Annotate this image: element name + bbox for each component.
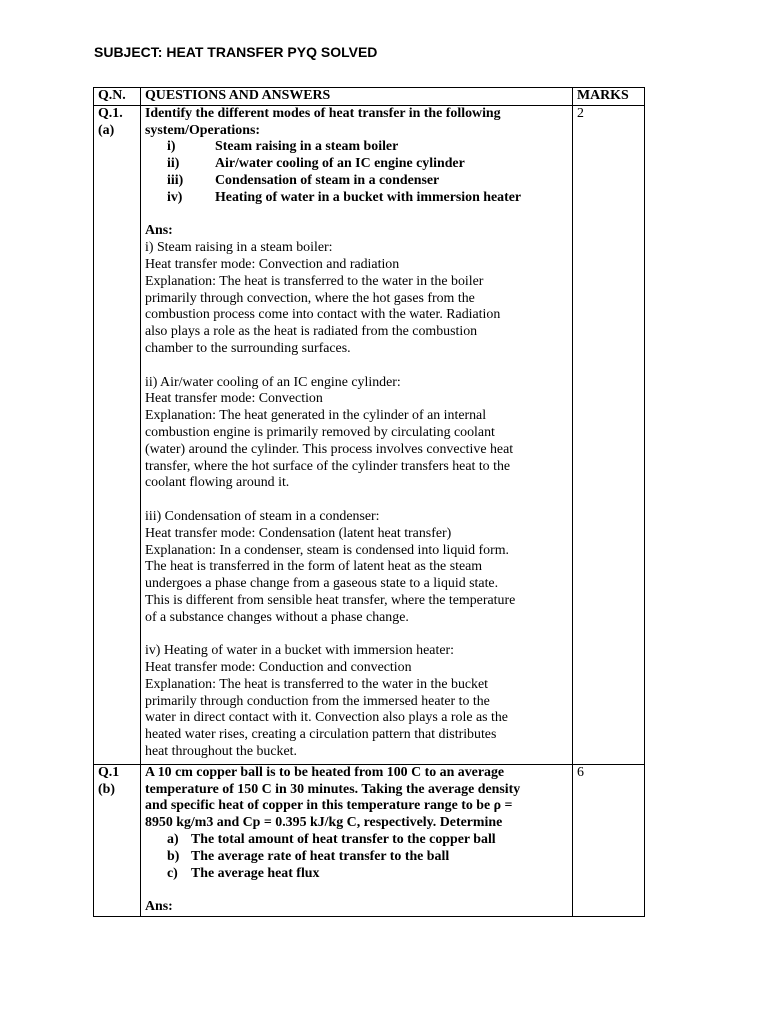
answer-line: Explanation: The heat is transferred to the water in the bucket [145,676,489,692]
header-qn: Q.N. [94,88,141,106]
q1b-question-line: temperature of 150 C in 30 minutes. Taking the average density [145,781,521,797]
answer-line: heat throughout the bucket. [145,744,297,760]
answer-line: primarily through conduction from the immersed heater to the [145,693,490,709]
q1a-content-cell [141,105,573,764]
q1a-list-item [145,156,568,173]
answer-line: also plays a role as the heat is radiated from the combustion [145,324,478,340]
q1b-question-line: 8950 kg/m3 and Cp = 0.395 kJ/kg C, respectively. Determine [145,815,503,831]
q1b-item-text: The total amount of heat transfer to the copper ball [191,831,496,847]
answer-line: of a substance changes without a phase change. [145,609,409,625]
qa-table [93,87,645,917]
q1b-part: (b) [98,781,115,797]
answer-line: (water) around the cylinder. This process involves convective heat [145,441,514,457]
q1b-item-letter: a) [167,831,179,847]
answer-line: Heat transfer mode: Condensation (latent heat transfer) [145,525,452,541]
q1b-question-line: and specific heat of copper in this temperature range to be ρ = [145,798,513,814]
q1b-number-cell [94,764,141,916]
q1b-number: Q.1 [98,764,120,780]
q1a-item-text: Steam raising in a steam boiler [215,139,399,155]
header-marks: MARKS [573,88,645,106]
answer-line: water in direct contact with it. Convection also plays a role as the [145,710,508,726]
q1a-item-text: Air/water cooling of an IC engine cylinder [215,156,465,172]
header-questions-answers: QUESTIONS AND ANSWERS [141,88,573,106]
table-header-row [94,88,645,106]
q1a-item-number: iii) [167,172,184,188]
q1a-item-text: Heating of water in a bucket with immersion heater [215,189,522,205]
q1b-item-letter: c) [167,865,178,881]
q1a-number: Q.1. [98,105,123,121]
answer-line: Explanation: The heat generated in the cylinder of an internal [145,408,487,424]
q1a-list-item [145,139,568,156]
answer-line: Heat transfer mode: Convection [145,391,323,407]
q1b-item-text: The average heat flux [191,865,320,881]
answer-line: Explanation: The heat is transferred to the water in the boiler [145,273,484,289]
q1a-question-line: Identify the different modes of heat transfer in the following [145,105,501,121]
answer-line: Heat transfer mode: Conduction and convection [145,660,412,676]
q1a-item-number: ii) [167,156,180,172]
q1b-list-item [145,849,568,866]
answer-line: ii) Air/water cooling of an IC engine cylinder: [145,374,401,390]
q1a-item-text: Condensation of steam in a condenser [215,172,440,188]
answer-line: primarily through convection, where the hot gases from the [145,290,475,306]
q1a-item-number: i) [167,139,176,155]
table-row-q1a [94,105,645,764]
answer-line: Explanation: In a condenser, steam is condensed into liquid form. [145,542,509,558]
q1a-ans-label: Ans: [145,223,173,239]
answer-line: This is different from sensible heat transfer, where the temperature [145,592,516,608]
document-title: SUBJECT: HEAT TRANSFER PYQ SOLVED [94,44,378,60]
answer-line: chamber to the surrounding surfaces. [145,340,351,356]
answer-line: iv) Heating of water in a bucket with immersion heater: [145,643,454,659]
q1b-item-letter: b) [167,848,180,864]
q1a-list-item [145,173,568,190]
answer-line: coolant flowing around it. [145,475,290,491]
q1a-part: (a) [98,122,115,138]
answer-line: transfer, where the hot surface of the cylinder transfers heat to the [145,458,511,474]
q1b-list-item [145,866,568,883]
q1b-content-cell [141,764,573,916]
q1b-item-text: The average rate of heat transfer to the ball [191,848,450,864]
answer-line: iii) Condensation of steam in a condenser: [145,508,380,524]
q1a-question-line: system/Operations: [145,122,260,138]
q1a-list-item [145,190,568,207]
table-row-q1b [94,764,645,916]
answer-line: Heat transfer mode: Convection and radiation [145,256,400,272]
q1b-marks: 6 [573,764,645,916]
q1b-list-item [145,832,568,849]
q1a-item-number: iv) [167,189,183,205]
answer-line: combustion process come into contact with the water. Radiation [145,307,501,323]
q1b-question-line: A 10 cm copper ball is to be heated from 100 C to an average [145,764,505,780]
q1b-ans-label: Ans: [145,899,173,915]
answer-line: heated water rises, creating a circulation pattern that distributes [145,727,497,743]
q1a-marks: 2 [573,105,645,764]
answer-line: The heat is transferred in the form of latent heat as the steam [145,559,483,575]
q1a-number-cell [94,105,141,764]
answer-line: undergoes a phase change from a gaseous state to a liquid state. [145,576,499,592]
answer-line: combustion engine is primarily removed by circulating coolant [145,424,495,440]
answer-line: i) Steam raising in a steam boiler: [145,240,333,256]
